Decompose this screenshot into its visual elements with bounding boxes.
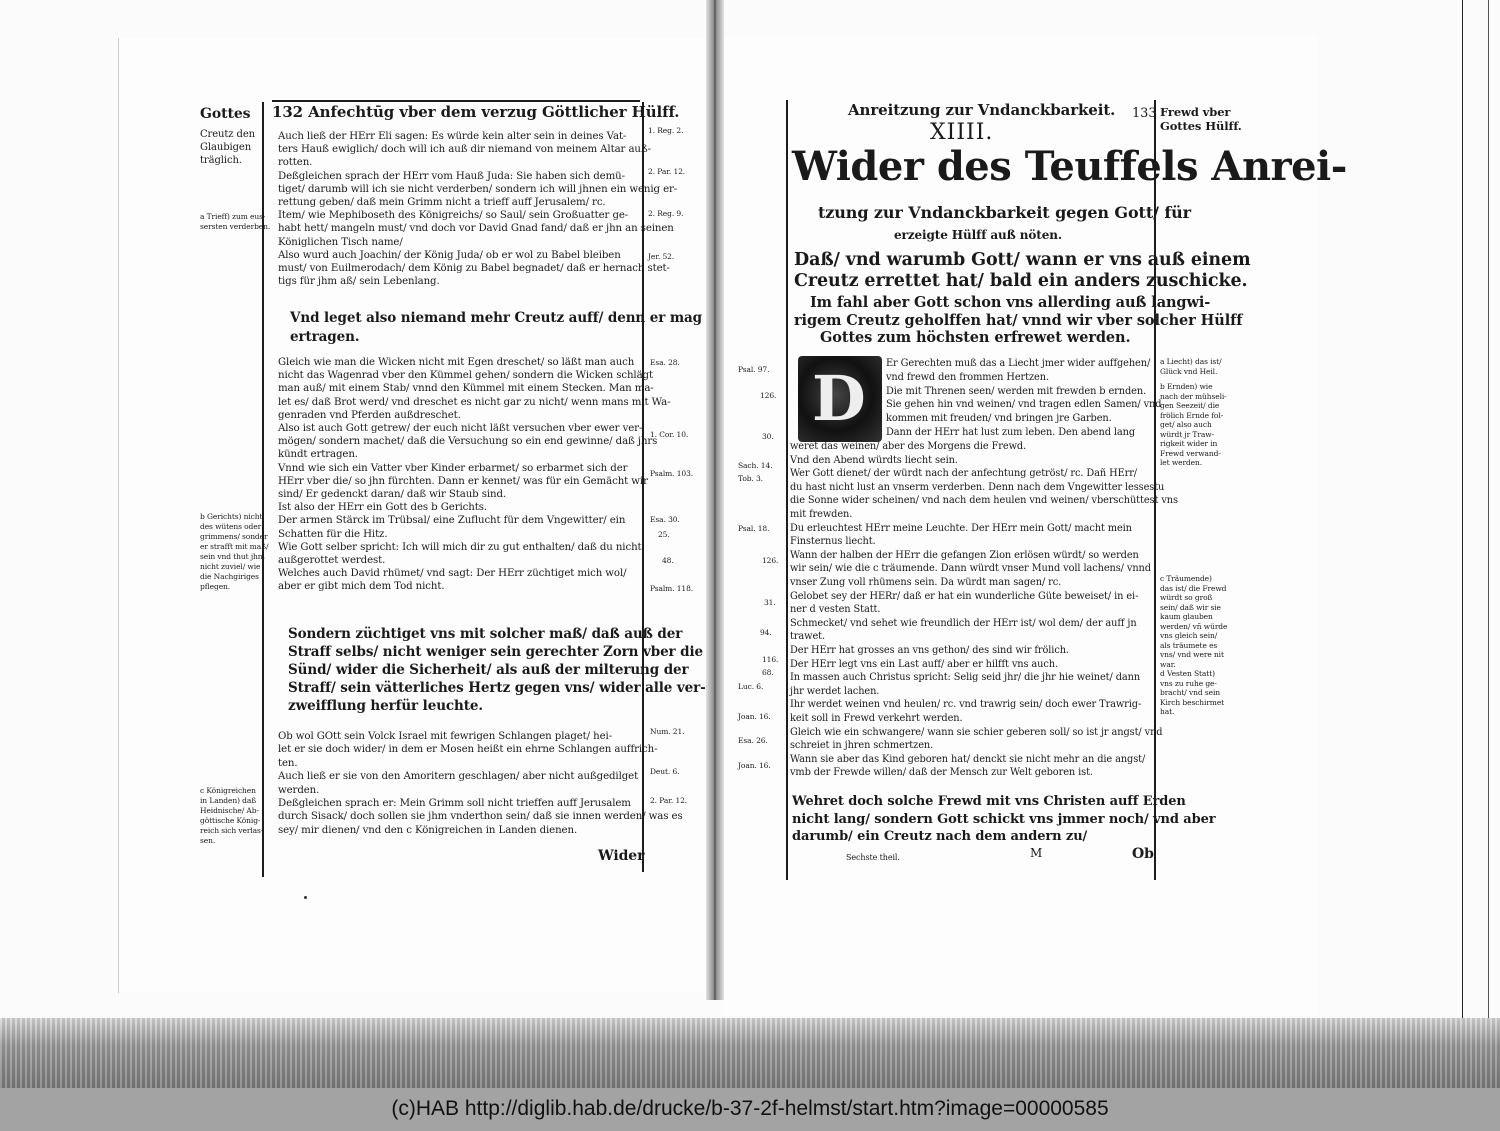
margin-line: Creutz den: [200, 129, 256, 140]
text-line: Also ist auch Gott getrew/ der euch nicht läßt versuchen vber ewer ver-: [278, 423, 643, 434]
margin-line: würdt jr Traw-: [1160, 429, 1214, 439]
margin-line: in Landen) daß: [200, 796, 257, 805]
margin-line: a Trieff) zum eus-: [200, 212, 266, 221]
text-line: ten.: [278, 757, 298, 769]
margin-line: nicht zuviel/ wie: [200, 562, 261, 571]
margin-line: get/ also auch: [1160, 420, 1212, 429]
margin-line: grimmens/ sonder: [200, 532, 268, 541]
text-line: Also wurd auch Joachin/ der König Juda/ ob er wol zu Babel bleiben: [278, 249, 621, 261]
margin-line: c Träumende): [1160, 574, 1212, 583]
margin-line: a Liecht) das ist/: [1160, 357, 1222, 366]
margin-line: war.: [1160, 659, 1176, 669]
margin-line: d Vesten Statt): [1160, 669, 1215, 678]
text-line: ner d vesten Statt.: [790, 604, 881, 616]
scripture-reference: 126.: [762, 556, 779, 565]
margin-line: b Gerichts) nicht: [200, 512, 263, 521]
scripture-reference: Esa. 30.: [650, 515, 680, 524]
margin-line: let werden.: [1160, 458, 1203, 467]
scripture-reference: 48.: [662, 556, 674, 565]
right-signature-mark: M: [1030, 846, 1043, 860]
subheading-line: Creutz errettet hat/ bald ein anders zuschicke.: [794, 271, 1248, 291]
text-line: Ist also der HErr ein Gott des b Gerichts.: [278, 502, 487, 514]
scripture-reference: Esa. 28.: [650, 358, 680, 367]
scripture-reference: Psal. 18.: [738, 524, 770, 533]
text-line: let es/ daß Brot werd/ vnd dreschet es nicht gar zu nicht/ wenn mans mit Wa-: [278, 396, 671, 408]
text-line: Schatten für die Hitz.: [278, 528, 388, 540]
text-line: nicht das Wagenrad vber den Kümmel gehen/ sondern die Wicken schlägt: [278, 370, 653, 382]
margin-line: sersten verderben.: [200, 222, 271, 231]
right-text-rule-left: [786, 100, 788, 880]
scripture-reference: Joan. 16.: [738, 761, 771, 770]
scripture-reference: 2. Reg. 9.: [648, 209, 684, 218]
scripture-reference: 68.: [762, 668, 774, 677]
scripture-reference: Psalm. 118.: [650, 584, 694, 593]
text-line: Auch ließ der HErr Eli sagen: Es würde kein alter sein in deines Vat-: [278, 131, 627, 142]
text-line: du hast nicht lust an vnserm verderben. Denn nach dem Vngewitter lessestu: [790, 481, 1165, 493]
margin-line: bracht/ vnd sein: [1160, 688, 1220, 697]
subheading-line: Gottes zum höchsten erfrewet werden.: [820, 329, 1131, 346]
chapter-number: XIIII.: [930, 120, 994, 145]
heading-line: ertragen.: [290, 329, 360, 345]
margin-line: hat.: [1160, 707, 1175, 716]
text-line: Der HErr hat grosses an vns gethon/ des sind wir frölich.: [790, 645, 1069, 656]
text-line: Wann der halben der HErr die gefangen Zion erlösen würdt/ so werden: [790, 549, 1139, 561]
text-line: HErr vber die/ so jhn fürchten. Dann er kennet/ was für ein Gemächt wir: [278, 475, 648, 487]
heading-line: zweifflung herfür leuchte.: [288, 698, 483, 714]
scripture-reference: Psalm. 103.: [650, 469, 694, 478]
next-page-edge: [1462, 0, 1500, 1020]
text-line: Vnd den Abend würdts liecht sein.: [790, 454, 958, 466]
left-page-speck: [304, 896, 307, 899]
scripture-reference: 1. Reg. 2.: [648, 126, 684, 135]
scripture-reference: Deut. 6.: [650, 767, 680, 776]
text-line: Dann der HErr hat lust zum leben. Den abend lang: [886, 427, 1136, 438]
scripture-reference: Luc. 6.: [738, 682, 764, 691]
margin-line: des wütens oder: [200, 522, 262, 531]
heading-line: darumb/ ein Creutz nach dem andern zu/: [792, 829, 1088, 844]
text-line: genraden vnd Pferden außdreschet.: [278, 409, 461, 421]
text-line: Schmecket/ vnd sehet wie freundlich der HErr ist/ wol dem/ der auff jn: [790, 617, 1137, 629]
text-line: Der armen Stärck im Trübsal/ eine Zuflucht für dem Vngewitter/ ein: [278, 515, 626, 527]
scripture-reference: 2. Par. 12.: [650, 796, 688, 805]
text-line: sind/ Er gedenckt daran/ daß wir Staub sind.: [278, 489, 507, 500]
text-line: Gelobet sey der HERr/ daß er hat ein wunderliche Güte beweiset/ in ei-: [790, 590, 1139, 602]
text-line: tigs für jhm aß/ sein Lebenlang.: [278, 276, 440, 288]
text-line: schreiet in jhren schmertzen.: [790, 740, 934, 752]
margin-line: Heidnische/ Ab-: [200, 806, 259, 815]
margin-line: sen.: [200, 836, 216, 845]
left-running-title: 132 Anfechtūg vber dem verzug Göttlicher Hülff.: [272, 103, 680, 121]
text-line: Wann sie aber das Kind geboren hat/ denckt sie nicht mehr an die angst/: [790, 753, 1146, 765]
margin-line: er strafft mit maß/: [200, 542, 269, 551]
scripture-reference: Joan. 16.: [738, 712, 771, 721]
chapter-title-line-2: tzung zur Vndanckbarkeit gegen Gott/ für: [818, 203, 1191, 222]
left-catchword: Wider: [598, 848, 645, 864]
text-line: Königlichen Tisch name/: [278, 236, 403, 248]
margin-line: frölich Ernde fol-: [1160, 410, 1224, 420]
text-line: Gleich wie ein schwangere/ wann sie schier geberen soll/ so ist jr angst/ vnd: [790, 726, 1163, 738]
text-line: vmb der Frewde willen/ daß der Mensch zur Welt geboren ist.: [790, 767, 1093, 779]
margin-line: die Nachgiriges: [200, 572, 259, 581]
subheading-line: rigem Creutz geholffen hat/ vnnd wir vber solcher Hülff: [794, 311, 1243, 329]
text-line: kommen mit freuden/ vnd bringen jre Garben.: [886, 413, 1112, 425]
margin-line: Glaubigen: [200, 142, 252, 153]
left-header-rule: [272, 100, 640, 102]
text-line: Vnnd wie sich ein Vatter vber Kinder erbarmet/ so erbarmet sich der: [278, 462, 628, 474]
head-side-line: Frewd vber: [1160, 105, 1231, 119]
text-line: habt hett/ mangeln must/ vnd doch vor David Gnad fand/ daß er jhn an seinen: [278, 223, 674, 235]
margin-line: vns gleich sein/: [1160, 631, 1218, 640]
text-line: ters Hauß ewiglich/ doch will ich auß dir niemand von meinem Altar auß-: [278, 144, 651, 156]
scripture-reference: 116.: [762, 655, 779, 664]
text-line: Gleich wie man die Wicken nicht mit Egen dreschet/ so läßt man auch: [278, 357, 635, 368]
text-line: Deßgleichen sprach er: Mein Grimm soll nicht trieffen auff Jerusalem: [278, 798, 631, 809]
head-side-line: Gottes Hülff.: [1160, 119, 1242, 133]
text-line: vnd frewd den frommen Hertzen.: [886, 371, 1049, 383]
scanner-bed: [0, 1018, 1500, 1088]
text-line: vnser Zung voll rhümens sein. Da würdt man sagen/ rc.: [790, 577, 1062, 588]
text-line: Du erleuchtest HErr meine Leuchte. Der HErr mein Gott/ macht mein: [790, 522, 1132, 534]
scripture-reference: Tob. 3.: [738, 474, 763, 483]
text-line: rettung geben/ daß mein Grimm nicht a trieff auff Jerusalem/ rc.: [278, 197, 606, 208]
text-line: mit frewden.: [790, 509, 853, 520]
margin-line: würdt so groß: [1160, 593, 1213, 602]
book-gutter: [706, 0, 724, 1000]
text-line: tiget/ darumb will ich sie nicht verderben/ sondern ich will jhnen ein wenig er-: [278, 183, 678, 195]
text-line: durch Sisack/ doch sollen sie jhm vnderthon sein/ daß sie innen werden/ was es: [278, 811, 683, 823]
heading-line: nicht lang/ sondern Gott schickt vns jmmer noch/ vnd aber: [792, 811, 1216, 827]
scripture-reference: 2. Par. 12.: [648, 167, 686, 176]
text-line: Ob wol GOtt sein Volck Israel mit fewrigen Schlangen plaget/ hei-: [278, 731, 613, 742]
margin-line: reich sich verlas-: [200, 826, 264, 835]
margin-line: sein/ daß wir sie: [1160, 602, 1221, 612]
scripture-reference: 25.: [658, 530, 670, 539]
text-line: die Sonne wider scheinen/ vnd nach dem heulen vnd weinen/ vberschüttest vns: [790, 495, 1178, 507]
text-line: Er Gerechten muß das a Liecht jmer wider auffgehen/: [886, 358, 1151, 369]
text-line: trawet.: [790, 631, 825, 643]
chapter-title-line-3: erzeigte Hülff auß nöten.: [894, 228, 1062, 242]
text-line: Wie Gott selber spricht: Ich will mich dir zu gut enthalten/ daß du nicht: [278, 541, 642, 553]
margin-line: Kirch beschirmet: [1160, 697, 1225, 707]
text-line: sey/ mir dienen/ vnd den c Königreichen in Landen dienen.: [278, 824, 578, 836]
text-line: Item/ wie Mephiboseth des Königreichs/ so Saul/ sein Großuatter ge-: [278, 210, 629, 222]
text-line: man auß/ mit einem Stab/ vnnd den Kümmel mit einem Stecken. Man ma-: [278, 383, 654, 395]
margin-line: Glück vnd Heil.: [1160, 367, 1218, 376]
heading-line: Sondern züchtiget vns mit solcher maß/ daß auß der: [288, 626, 683, 642]
margin-line: b Ernden) wie: [1160, 382, 1213, 391]
chapter-title-line-1: Wider des Teuffels Anrei-: [792, 143, 1347, 190]
margin-line: rigkeit wider in: [1160, 439, 1218, 448]
scripture-reference: 126.: [760, 391, 777, 400]
text-line: werden.: [278, 784, 320, 796]
scripture-reference: Num. 21.: [650, 727, 685, 736]
scripture-reference: 31.: [764, 598, 776, 607]
right-page-number: 133: [1132, 106, 1157, 121]
text-line: kündt ertragen.: [278, 449, 358, 461]
subheading-line: Daß/ vnd warumb Gott/ wann er vns auß einem: [794, 250, 1251, 270]
margin-line: vns zu ruhe ge-: [1160, 678, 1217, 688]
margin-line: nach der mühseli-: [1160, 391, 1227, 401]
text-line: In massen auch Christus spricht: Selig seid jhr/ die jhr hie weinet/ dann: [790, 672, 1141, 684]
text-line: must/ von Euilmerodach/ dem König zu Babel begnadet/ daß er hernach stet-: [278, 263, 670, 274]
margin-line: Frewd verwand-: [1160, 448, 1221, 458]
archive-url: (c)HAB http://diglib.hab.de/drucke/b-37-2f-helmst/start.htm?image=00000585: [391, 1097, 1109, 1120]
heading-line: Sünd/ wider die Sicherheit/ als auß der milterung der: [288, 662, 689, 678]
scripture-reference: Jer. 52.: [648, 252, 675, 261]
archive-footer: [0, 1088, 1500, 1131]
margin-line: träglich.: [200, 155, 242, 166]
text-line: Der HErr legt vns ein Last auff/ aber er hilfft vns auch.: [790, 658, 1058, 670]
margin-line: c Königreichen: [200, 786, 256, 795]
right-running-title: Anreitzung zur Vndanckbarkeit.: [848, 101, 1116, 119]
margin-line: das ist/ die Frewd: [1160, 583, 1227, 593]
heading-line: Wehret doch solche Frewd mit vns Christen auff Erden: [792, 794, 1186, 809]
margin-line: sein vnd thut jhm: [200, 552, 265, 561]
text-line: weret das weinen/ aber des Morgens die Frewd.: [790, 441, 1027, 452]
margin-line: als träumete es: [1160, 640, 1218, 650]
text-line: keit soll in Frewd verkehrt werden.: [790, 713, 963, 724]
text-line: mögen/ sondern machet/ daß die Versuchung so ein end gewinne/ daß jhrs: [278, 436, 658, 448]
right-footer-part: Sechste theil.: [846, 853, 900, 862]
text-line: aber er gibt mich dem Tod nicht.: [278, 581, 445, 593]
scripture-reference: 94.: [760, 628, 772, 637]
text-line: let er sie doch wider/ in dem er Mosen heißt ein ehrne Schlangen auffrich-: [278, 744, 658, 756]
margin-line: werden/ vñ würde: [1160, 621, 1228, 631]
text-line: Die mit Threnen seen/ werden mit frewden b ernden.: [886, 385, 1147, 397]
heading-line: Straff selbs/ nicht weniger sein gerechter Zorn vber die: [288, 644, 704, 660]
margin-line: gen Seezeit/ die: [1160, 401, 1220, 410]
text-line: Welches auch David rhümet/ vnd sagt: Der HErr züchtiget mich wol/: [278, 568, 627, 580]
text-line: rotten.: [278, 157, 313, 169]
text-line: Ihr werdet weinen vnd heulen/ rc. vnd trawrig sein/ doch ewer Trawrig-: [790, 699, 1142, 711]
text-line: Sie gehen hin vnd weinen/ vnd tragen edlen Samen/ vnd: [886, 399, 1162, 411]
scripture-reference: 30.: [762, 432, 774, 441]
heading-line: Vnd leget also niemand mehr Creutz auff/ denn er mag: [290, 310, 703, 326]
text-line: außgerottet werdest.: [278, 555, 386, 566]
subheading-line: Im fahl aber Gott schon vns allerding auß langwi-: [810, 294, 1211, 311]
margin-line: pflegen.: [200, 582, 231, 591]
decorated-initial: D: [798, 356, 882, 442]
text-line: jhr werdet lachen.: [790, 685, 880, 697]
scripture-reference: Sach. 14.: [738, 461, 773, 470]
scripture-reference: 1. Cor. 10.: [650, 430, 689, 439]
text-line: Wer Gott dienet/ der würdt nach der anfechtung getröst/ rc. Dañ HErr/: [790, 468, 1137, 480]
left-head-side: Gottes: [200, 106, 251, 122]
margin-line: kaum glauben: [1160, 612, 1213, 621]
page-edge-line: [1488, 0, 1489, 1020]
margin-line: vns/ vnd were nit: [1160, 650, 1224, 659]
text-line: Finsternus liecht.: [790, 536, 876, 548]
right-catchword: Ob: [1132, 846, 1154, 862]
heading-line: Straff/ sein vätterliches Hertz gegen vns/ wider alle ver-: [288, 680, 706, 696]
margin-line: göttische König-: [200, 816, 261, 825]
text-line: wir sein/ wie die c träumende. Dann würdt vnser Mund voll lachens/ vnnd: [790, 563, 1151, 575]
scripture-reference: Psal. 97.: [738, 365, 770, 374]
scripture-reference: Esa. 26.: [738, 736, 768, 745]
text-line: Auch ließ er sie von den Amoritern geschlagen/ aber nicht außgedilget: [278, 771, 639, 783]
text-line: Deßgleichen sprach der HErr vom Hauß Juda: Sie haben sich demü-: [278, 170, 625, 182]
